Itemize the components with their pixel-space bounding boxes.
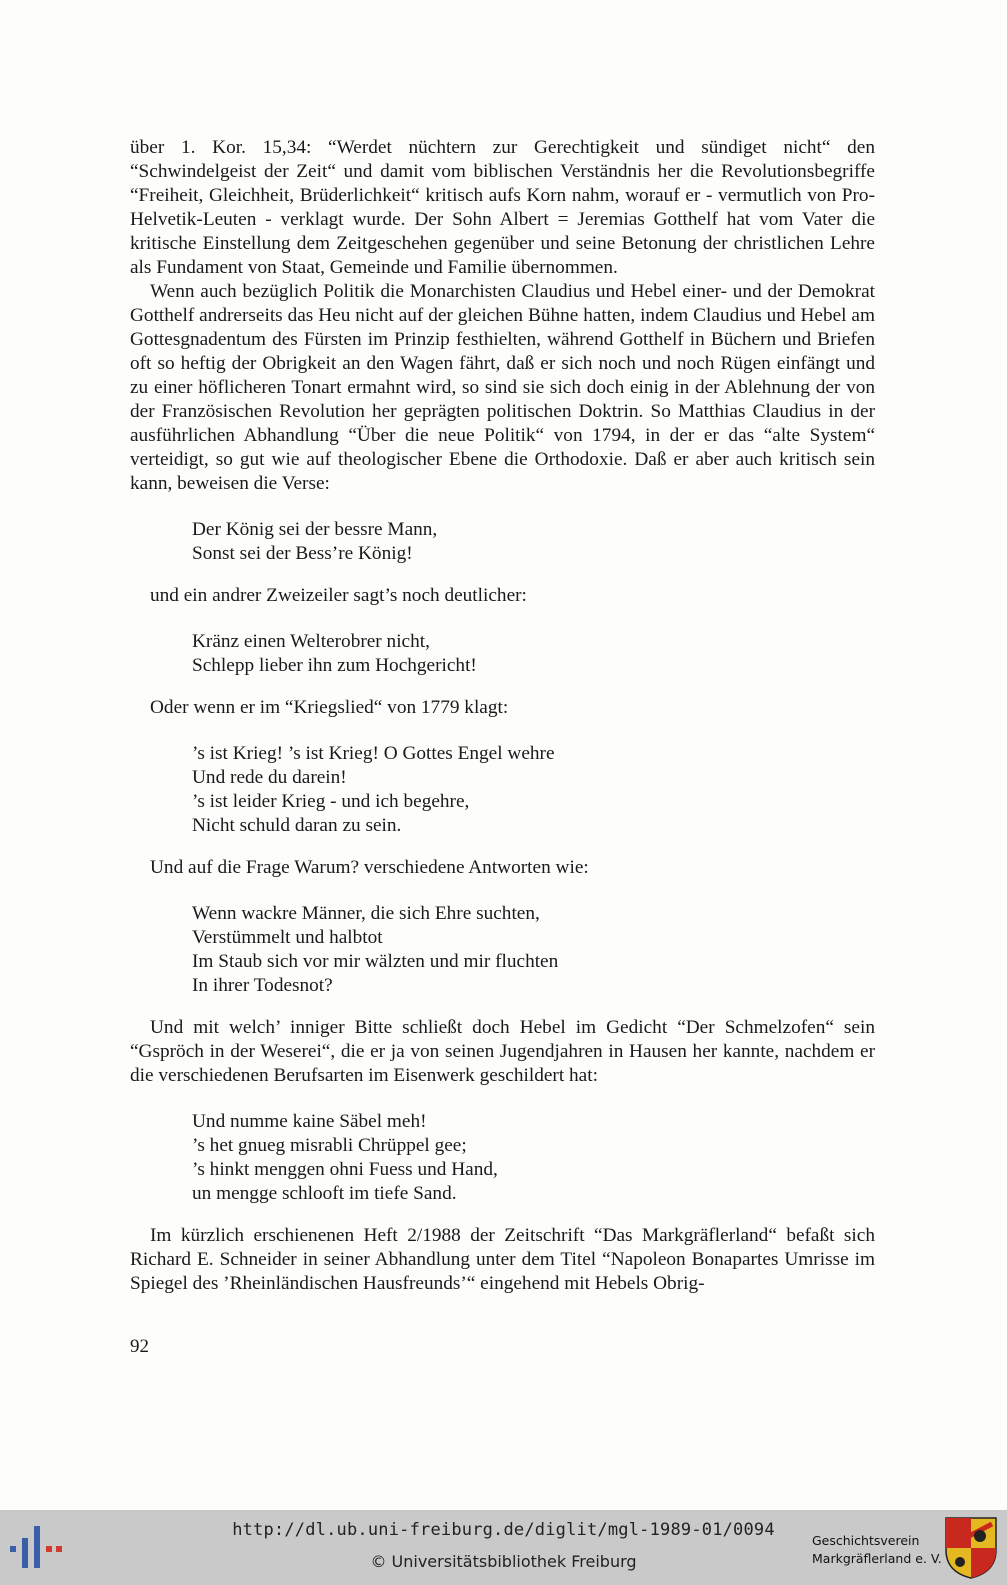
- verse-line: Verstümmelt und halbtot: [192, 927, 383, 948]
- footer-bar: [0, 1510, 1007, 1585]
- verse-intro-2: und ein andrer Zweizeiler sagt’s noch deutlicher:: [150, 585, 527, 606]
- verse-5: [192, 1110, 875, 1206]
- verse-3: [192, 742, 875, 838]
- verse-2: [192, 630, 875, 678]
- organization-line-2: Markgräflerland e. V.: [812, 1551, 942, 1566]
- paragraph-3: Und mit welch’ inniger Bitte schließt doch Hebel im Gedicht “Der Schmelzofen“ sein “Gspröch in der Weserei“, die er ja von seinen Jugendjahren in Hausen her kannte, nachdem er die verschiedenen Berufsarten im Eisenwerk geschildert hat:: [130, 1017, 875, 1086]
- verse-line: Wenn wackre Männer, die sich Ehre suchten,: [192, 903, 540, 924]
- verse-line: un mengge schlooft im tiefe Sand.: [192, 1183, 457, 1204]
- verse-line: Sonst sei der Bess’re König!: [192, 543, 413, 564]
- paragraph-2: Wenn auch bezüglich Politik die Monarchisten Claudius und Hebel einer- und der Demokrat Gotthelf andrerseits das Heu nicht auf der gleichen Bühne hatten, indem Claudius und Hebel am Gottesgnadentum des Fürsten im Prinzip festhielten, während Gotthelf in Büchern und Briefen oft so heftig der Obrigkeit an den Wagen fährt, daß er sich noch und noch Rügen einfängt und zu einer höflicheren Tonart ermahnt wird, so sind sie sich doch einig in der Ablehnung der von der Französischen Revolution her geprägten politischen Doktrin. So Matthias Claudius in der ausführlichen Abhandlung “Über die neue Politik“ von 1794, in der er das “alte System“ verteidigt, so gut wie auf theologischer Ebene die Orthodoxie. Daß er aber auch kritisch sein kann, beweisen die Verse:: [130, 281, 875, 494]
- document-url-link[interactable]: http://dl.ub.uni-freiburg.de/diglit/mgl-1989-01/0094: [232, 1520, 775, 1540]
- copyright-text: © Universitätsbibliothek Freiburg: [370, 1552, 637, 1571]
- verse-line: In ihrer Todesnot?: [192, 975, 333, 996]
- verse-line: ’s ist leider Krieg - und ich begehre,: [192, 791, 470, 812]
- organization-name: [812, 1532, 942, 1568]
- verse-line: ’s hinkt menggen ohni Fuess und Hand,: [192, 1159, 498, 1180]
- verse-4: [192, 902, 875, 998]
- page-number: 92: [130, 1336, 149, 1357]
- paragraph-1: über 1. Kor. 15,34: “Werdet nüchtern zur Gerechtigkeit und sündiget nicht“ den “Schwindelgeist der Zeit“ und damit vom biblischen Verständnis her die Revolutionsbegriffe “Freiheit, Gleichheit, Brüderlichkeit“ kritisch aufs Korn nahm, worauf er - vermutlich von Pro-Helvetik-Leuten - verklagt wurde. Der Sohn Albert = Jeremias Gotthelf hat vom Vater die kritische Einstellung dem Zeitgeschehen gegenüber und seine Betonung der christlichen Lehre als Fundament von Staat, Gemeinde und Familie übernommen.: [130, 137, 875, 278]
- verse-1: [192, 518, 875, 566]
- body-text: [130, 136, 875, 1296]
- paragraph-4: Im kürzlich erschienenen Heft 2/1988 der Zeitschrift “Das Markgräflerland“ befaßt sich Richard E. Schneider in seiner Abhandlung unter dem Titel “Napoleon Bonapartes Umrisse im Spiegel des ’Rheinländischen Hausfreunds’“ eingehend mit Hebels Obrig-: [130, 1225, 875, 1294]
- coat-of-arms-icon[interactable]: [944, 1516, 998, 1580]
- verse-intro-4: Und auf die Frage Warum? verschiedene Antworten wie:: [150, 857, 589, 878]
- verse-line: Im Staub sich vor mir wälzten und mir fluchten: [192, 951, 559, 972]
- verse-line: Nicht schuld daran zu sein.: [192, 815, 402, 836]
- verse-line: ’s ist Krieg! ’s ist Krieg! O Gottes Engel wehre: [192, 743, 555, 764]
- verse-intro-3: Oder wenn er im “Kriegslied“ von 1779 klagt:: [150, 697, 509, 718]
- verse-line: Der König sei der bessre Mann,: [192, 519, 438, 540]
- verse-line: Kränz einen Welterobrer nicht,: [192, 631, 430, 652]
- verse-line: Und rede du darein!: [192, 767, 347, 788]
- verse-line: Schlepp lieber ihn zum Hochgericht!: [192, 655, 477, 676]
- verse-line: Und numme kaine Säbel meh!: [192, 1111, 427, 1132]
- organization-line-1: Geschichtsverein: [812, 1533, 920, 1548]
- verse-line: ’s het gnueg misrabli Chrüppel gee;: [192, 1135, 467, 1156]
